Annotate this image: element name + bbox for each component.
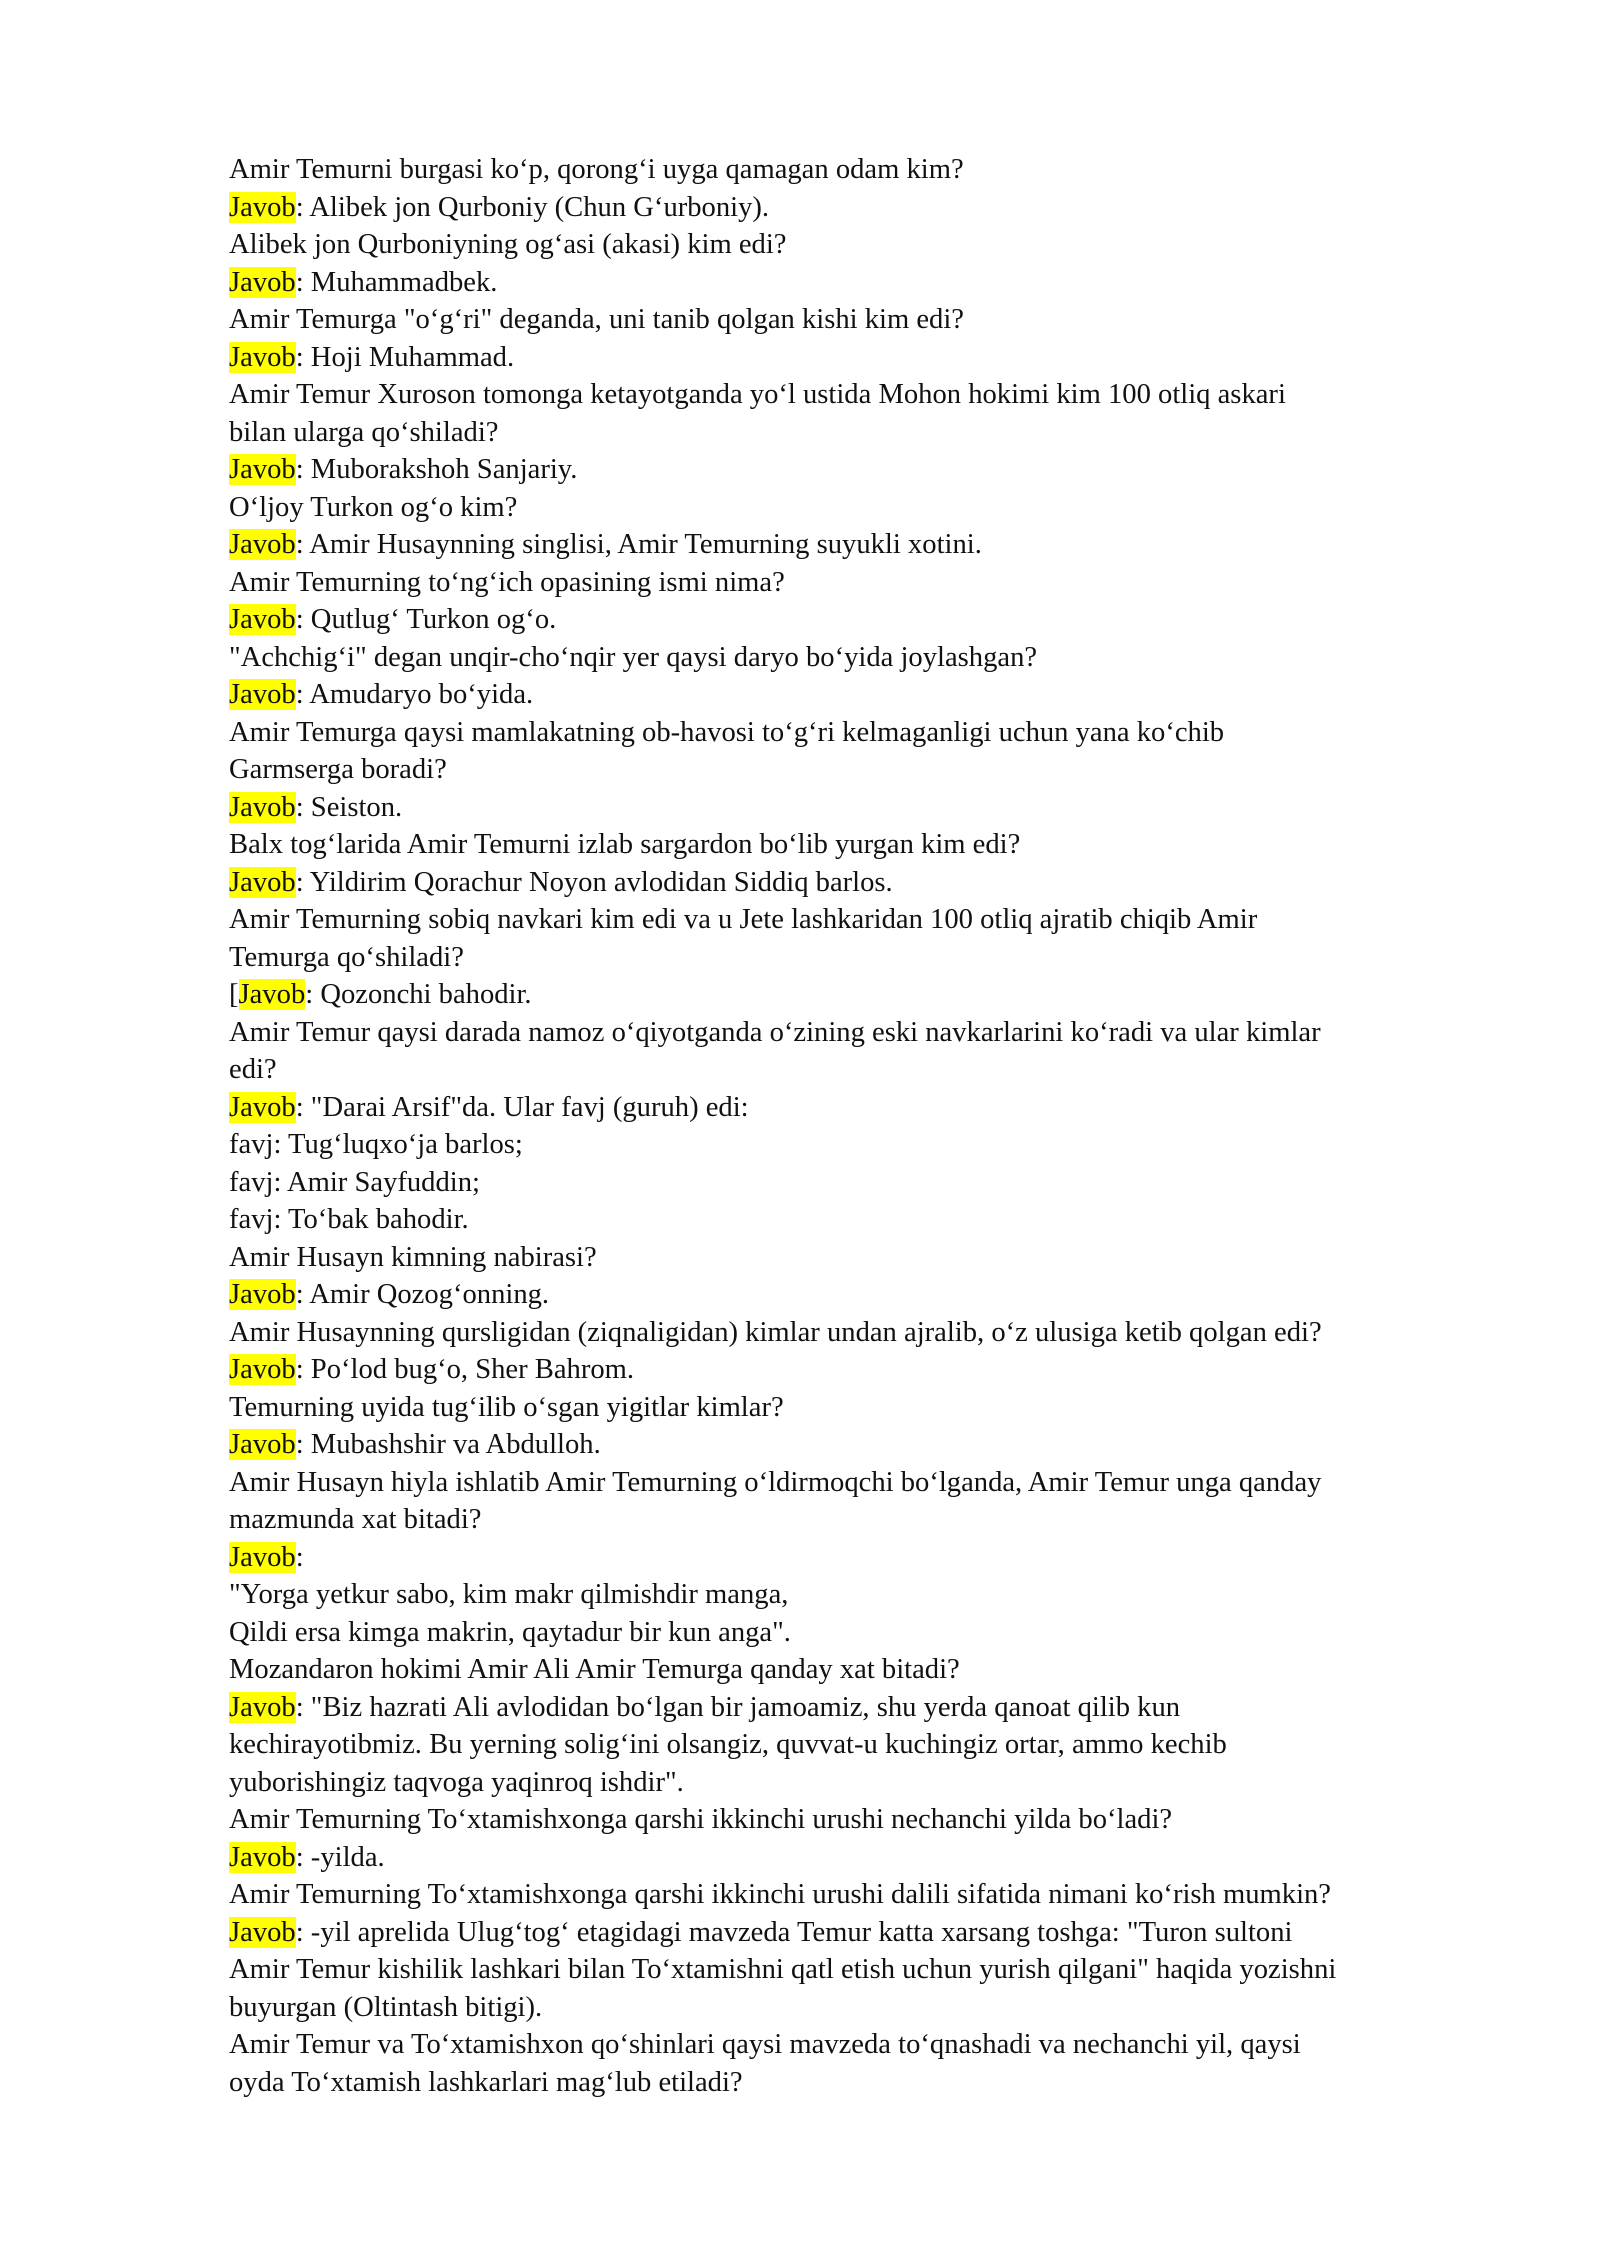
answer-text: : Amir Qozog‘onning. xyxy=(295,1279,550,1310)
text-line xyxy=(229,1014,1509,1052)
line-text: O‘ljoy Turkon og‘o kim? xyxy=(229,491,518,523)
text-line xyxy=(229,1764,1509,1802)
answer-text: : Muborakshoh Sanjariy. xyxy=(295,454,578,485)
line-text: favj: Tug‘luqxo‘ja barlos; xyxy=(229,1129,523,1160)
answer-line xyxy=(229,1914,1509,1952)
line-text: Amir Temurning To‘xtamishxonga qarshi ikkinchi urushi nechanchi yilda bo‘ladi? xyxy=(229,1804,1173,1835)
line-text: Amir Husayn kimning nabirasi? xyxy=(229,1241,597,1273)
text-line xyxy=(229,1651,1509,1689)
answer-text: : -yil aprelida Ulug‘tog‘ etagidagi mavzeda Temur katta xarsang toshga: "Turon sultoni xyxy=(295,1916,1293,1948)
line-text: bilan ularga qo‘shiladi? xyxy=(229,416,499,448)
text-line xyxy=(229,301,1509,339)
answer-line xyxy=(229,789,1509,827)
line-text: Amir Temurning To‘xtamishxonga qarshi ikkinchi urushi dalili sifatida nimani ko‘rish mumkin? xyxy=(229,1879,1332,1910)
line-text: Temurning uyida tug‘ilib o‘sgan yigitlar kimlar? xyxy=(229,1391,784,1423)
answer-label-highlight: Javob xyxy=(229,604,296,635)
line-text: kechirayotibmiz. Bu yerning solig‘ini olsangiz, quvvat-u kuchingiz ortar, ammo kechib xyxy=(229,1729,1227,1760)
answer-text: : "Biz hazrati Ali avlodidan bo‘lgan bir jamoamiz, shu yerda qanoat qilib kun xyxy=(295,1691,1181,1723)
answer-label-highlight: Javob xyxy=(229,1916,296,1948)
text-line xyxy=(229,1389,1509,1427)
answer-text: : -yilda. xyxy=(295,1841,385,1873)
line-text: favj: Amir Sayfuddin; xyxy=(229,1166,480,1198)
text-line xyxy=(229,1164,1509,1202)
text-line xyxy=(229,564,1509,602)
text-line xyxy=(229,1614,1509,1652)
answer-line xyxy=(229,526,1509,564)
answer-label-highlight: Javob xyxy=(229,266,296,298)
text-line xyxy=(229,1201,1509,1239)
answer-text: : Seiston. xyxy=(295,791,403,823)
text-line xyxy=(229,1801,1509,1839)
answer-label-highlight: Javob xyxy=(229,1841,296,1873)
answer-label-highlight: Javob xyxy=(229,791,296,823)
text-line xyxy=(229,414,1509,452)
line-text: Amir Temur kishilik lashkari bilan To‘xtamishni qatl etish uchun yurish qilgani" haqida yozishni xyxy=(229,1954,1337,1985)
answer-line xyxy=(229,976,1509,1014)
line-text: Amir Temurning sobiq navkari kim edi va u Jete lashkaridan 100 otliq ajratib chiqib Amir xyxy=(229,904,1258,935)
text-line xyxy=(229,1989,1509,2027)
answer-text: : Amudaryo bo‘yida. xyxy=(295,679,534,710)
text-line xyxy=(229,1726,1509,1764)
document-body xyxy=(229,151,1509,2101)
text-line xyxy=(229,751,1509,789)
answer-text: : Po‘lod bug‘o, Sher Bahrom. xyxy=(295,1354,635,1385)
bracket-mark: [ xyxy=(229,979,239,1010)
text-line xyxy=(229,2064,1509,2102)
line-text: Temurga qo‘shiladi? xyxy=(229,941,464,973)
line-text: Qildi ersa kimga makrin, qaytadur bir kun anga". xyxy=(229,1616,791,1648)
text-line xyxy=(229,1951,1509,1989)
text-line xyxy=(229,1314,1509,1352)
answer-label-highlight: Javob xyxy=(229,1354,296,1385)
text-line xyxy=(229,226,1509,264)
answer-line xyxy=(229,601,1509,639)
answer-text: : Amir Husaynning singlisi, Amir Temurning suyukli xotini. xyxy=(295,529,982,560)
line-text: Amir Temur va To‘xtamishxon qo‘shinlari qaysi mavzeda to‘qnashadi va nechanchi yil, qaysi xyxy=(229,2029,1301,2060)
answer-label-highlight: Javob xyxy=(229,1429,296,1460)
line-text: Amir Husayn hiyla ishlatib Amir Temurning o‘ldirmoqchi bo‘lganda, Amir Temur unga qanday xyxy=(229,1466,1322,1498)
answer-line xyxy=(229,339,1509,377)
answer-label-highlight: Javob xyxy=(229,454,296,485)
line-text: favj: To‘bak bahodir. xyxy=(229,1204,469,1235)
text-line xyxy=(229,1126,1509,1164)
line-text: Amir Temur qaysi darada namoz o‘qiyotganda o‘zining eski navkarlarini ko‘radi va ular kimlar xyxy=(229,1016,1321,1048)
line-text: Garmserga boradi? xyxy=(229,754,447,785)
text-line xyxy=(229,151,1509,189)
text-line xyxy=(229,1464,1509,1502)
answer-text: : Muhammadbek. xyxy=(295,266,498,298)
text-line xyxy=(229,1051,1509,1089)
answer-line xyxy=(229,1351,1509,1389)
answer-label-highlight: Javob xyxy=(229,679,296,710)
answer-line xyxy=(229,1276,1509,1314)
answer-text: : Qutlug‘ Turkon og‘o. xyxy=(295,604,557,635)
answer-text: : Hoji Muhammad. xyxy=(295,341,515,373)
text-line xyxy=(229,2026,1509,2064)
answer-line xyxy=(229,189,1509,227)
line-text: Amir Temur Xuroson tomonga ketayotganda yo‘l ustida Mohon hokimi kim 100 otliq askari xyxy=(229,379,1286,410)
answer-label-highlight: Javob xyxy=(229,1541,296,1573)
text-line xyxy=(229,1576,1509,1614)
text-line xyxy=(229,714,1509,752)
answer-label-highlight: Javob xyxy=(229,191,296,223)
answer-text: : xyxy=(295,1541,304,1573)
line-text: Balx tog‘larida Amir Temurni izlab sargardon bo‘lib yurgan kim edi? xyxy=(229,829,1021,860)
text-line xyxy=(229,376,1509,414)
line-text: Amir Husaynning qursligidan (ziqnaligidan) kimlar undan ajralib, o‘z ulusiga ketib qolgan edi? xyxy=(229,1316,1322,1348)
answer-label-highlight: Javob xyxy=(229,529,296,560)
line-text: Amir Temurga qaysi mamlakatning ob-havosi to‘g‘ri kelmaganligi uchun yana ko‘chib xyxy=(229,716,1225,748)
text-line xyxy=(229,1239,1509,1277)
line-text: buyurgan (Oltintash bitigi). xyxy=(229,1991,543,2023)
answer-line xyxy=(229,1839,1509,1877)
text-line xyxy=(229,639,1509,677)
line-text: edi? xyxy=(229,1054,277,1085)
line-text: yuborishingiz taqvoga yaqinroq ishdir". xyxy=(229,1766,684,1798)
line-text: Alibek jon Qurboniyning og‘asi (akasi) kim edi? xyxy=(229,229,787,260)
answer-label-highlight: Javob xyxy=(229,1279,296,1310)
answer-text: : "Darai Arsif"da. Ular favj (guruh) edi: xyxy=(295,1091,749,1123)
line-text: "Achchig‘i" degan unqir-cho‘nqir yer qaysi daryo bo‘yida joylashgan? xyxy=(229,641,1038,673)
answer-line xyxy=(229,1689,1509,1727)
answer-line xyxy=(229,264,1509,302)
answer-line xyxy=(229,676,1509,714)
answer-label-highlight: Javob xyxy=(238,979,306,1010)
answer-text: : Alibek jon Qurboniy (Chun G‘urboniy). xyxy=(295,191,770,223)
line-text: "Yorga yetkur sabo, kim makr qilmishdir manga, xyxy=(229,1579,789,1610)
line-text: Amir Temurni burgasi ko‘p, qorong‘i uyga qamagan odam kim? xyxy=(229,154,964,185)
answer-label-highlight: Javob xyxy=(229,1091,296,1123)
answer-label-highlight: Javob xyxy=(229,1691,296,1723)
line-text: Amir Temurning to‘ng‘ich opasining ismi nima? xyxy=(229,566,785,598)
answer-text: : Mubashshir va Abdulloh. xyxy=(295,1429,601,1460)
text-line xyxy=(229,826,1509,864)
line-text: mazmunda xat bitadi? xyxy=(229,1504,482,1535)
text-line xyxy=(229,1876,1509,1914)
line-text: Mozandaron hokimi Amir Ali Amir Temurga qanday xat bitadi? xyxy=(229,1654,960,1685)
line-text: Amir Temurga "o‘g‘ri" deganda, uni tanib qolgan kishi kim edi? xyxy=(229,304,964,335)
answer-line xyxy=(229,1089,1509,1127)
text-line xyxy=(229,1501,1509,1539)
answer-line xyxy=(229,864,1509,902)
answer-text: : Qozonchi bahodir. xyxy=(305,979,532,1010)
text-line xyxy=(229,901,1509,939)
answer-text: : Yildirim Qorachur Noyon avlodidan Siddiq barlos. xyxy=(295,866,893,898)
answer-label-highlight: Javob xyxy=(229,866,296,898)
answer-line xyxy=(229,1426,1509,1464)
text-line xyxy=(229,489,1509,527)
answer-line xyxy=(229,451,1509,489)
answer-label-highlight: Javob xyxy=(229,341,296,373)
answer-line xyxy=(229,1539,1509,1577)
line-text: oyda To‘xtamish lashkarlari mag‘lub etiladi? xyxy=(229,2066,743,2098)
text-line xyxy=(229,939,1509,977)
